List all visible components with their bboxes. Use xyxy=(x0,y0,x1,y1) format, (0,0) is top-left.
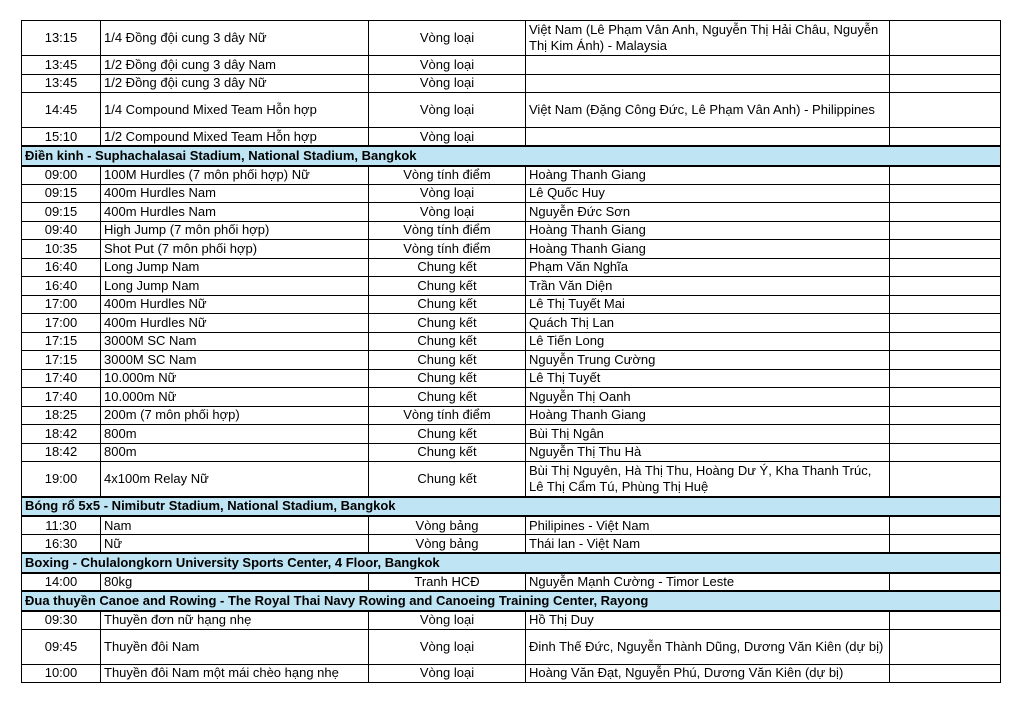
event-cell: 3000M SC Nam xyxy=(101,332,369,351)
schedule-row xyxy=(22,203,1001,222)
round-cell: Vòng loại xyxy=(369,184,526,203)
notes-cell xyxy=(890,516,1001,535)
schedule-row xyxy=(22,128,1001,147)
round-cell: Vòng loại xyxy=(369,611,526,630)
round-cell: Chung kết xyxy=(369,443,526,462)
notes-cell xyxy=(890,462,1001,497)
notes-cell xyxy=(890,664,1001,683)
athletes-cell: Nguyễn Thị Oanh xyxy=(526,388,890,407)
notes-cell xyxy=(890,535,1001,554)
time-cell: 09:30 xyxy=(22,611,101,630)
round-cell: Chung kết xyxy=(369,425,526,444)
athletes-cell: Trần Văn Diện xyxy=(526,277,890,296)
event-cell: 10.000m Nữ xyxy=(101,388,369,407)
schedule-row xyxy=(22,21,1001,56)
schedule-row xyxy=(22,388,1001,407)
schedule-row xyxy=(22,184,1001,203)
notes-cell xyxy=(890,629,1001,664)
event-cell: Long Jump Nam xyxy=(101,277,369,296)
time-cell: 10:35 xyxy=(22,240,101,259)
notes-cell xyxy=(890,425,1001,444)
event-cell: 400m Hurdles Nam xyxy=(101,203,369,222)
round-cell: Vòng loại xyxy=(369,664,526,683)
schedule-row xyxy=(22,425,1001,444)
schedule-row xyxy=(22,629,1001,664)
section-title: Điền kinh - Suphachalasai Stadium, National Stadium, Bangkok xyxy=(22,146,1001,166)
event-cell: 1/4 Compound Mixed Team Hỗn hợp xyxy=(101,93,369,128)
section-header-row xyxy=(22,146,1001,166)
time-cell: 17:40 xyxy=(22,388,101,407)
athletes-cell xyxy=(526,56,890,75)
athletes-cell: Nguyễn Thị Thu Hà xyxy=(526,443,890,462)
time-cell: 17:00 xyxy=(22,295,101,314)
athletes-cell: Philipines - Việt Nam xyxy=(526,516,890,535)
time-cell: 09:40 xyxy=(22,221,101,240)
notes-cell xyxy=(890,240,1001,259)
notes-cell xyxy=(890,351,1001,370)
notes-cell xyxy=(890,295,1001,314)
notes-cell xyxy=(890,21,1001,56)
round-cell: Chung kết xyxy=(369,295,526,314)
round-cell: Chung kết xyxy=(369,277,526,296)
time-cell: 09:15 xyxy=(22,184,101,203)
athletes-cell: Đinh Thế Đức, Nguyễn Thành Dũng, Dương Văn Kiên (dự bị) xyxy=(526,629,890,664)
event-cell: 1/2 Compound Mixed Team Hỗn hợp xyxy=(101,128,369,147)
time-cell: 17:40 xyxy=(22,369,101,388)
round-cell: Vòng bảng xyxy=(369,516,526,535)
time-cell: 10:00 xyxy=(22,664,101,683)
round-cell: Vòng loại xyxy=(369,74,526,93)
event-cell: Shot Put (7 môn phối hợp) xyxy=(101,240,369,259)
round-cell: Chung kết xyxy=(369,351,526,370)
athletes-cell: Nguyễn Trung Cường xyxy=(526,351,890,370)
time-cell: 13:45 xyxy=(22,56,101,75)
event-cell: 4x100m Relay Nữ xyxy=(101,462,369,497)
time-cell: 11:30 xyxy=(22,516,101,535)
notes-cell xyxy=(890,332,1001,351)
section-title: Đua thuyền Canoe and Rowing - The Royal Thai Navy Rowing and Canoeing Training Center, Rayong xyxy=(22,591,1001,611)
time-cell: 09:45 xyxy=(22,629,101,664)
athletes-cell: Hoàng Văn Đạt, Nguyễn Phú, Dương Văn Kiên (dự bị) xyxy=(526,664,890,683)
notes-cell xyxy=(890,611,1001,630)
round-cell: Chung kết xyxy=(369,388,526,407)
round-cell: Vòng loại xyxy=(369,21,526,56)
schedule-row xyxy=(22,56,1001,75)
notes-cell xyxy=(890,277,1001,296)
event-cell: Long Jump Nam xyxy=(101,258,369,277)
time-cell: 15:10 xyxy=(22,128,101,147)
round-cell: Vòng tính điểm xyxy=(369,221,526,240)
schedule-row xyxy=(22,240,1001,259)
event-cell: 800m xyxy=(101,443,369,462)
round-cell: Tranh HCĐ xyxy=(369,573,526,592)
event-cell: 80kg xyxy=(101,573,369,592)
round-cell: Vòng tính điểm xyxy=(369,240,526,259)
event-cell: 3000M SC Nam xyxy=(101,351,369,370)
event-cell: Nữ xyxy=(101,535,369,554)
schedule-row xyxy=(22,611,1001,630)
schedule-table xyxy=(21,20,1001,683)
section-header-row xyxy=(22,497,1001,517)
schedule-row xyxy=(22,462,1001,497)
time-cell: 17:15 xyxy=(22,332,101,351)
notes-cell xyxy=(890,128,1001,147)
schedule-row xyxy=(22,664,1001,683)
notes-cell xyxy=(890,369,1001,388)
notes-cell xyxy=(890,93,1001,128)
schedule-row xyxy=(22,332,1001,351)
event-cell: High Jump (7 môn phối hợp) xyxy=(101,221,369,240)
athletes-cell: Hoàng Thanh Giang xyxy=(526,166,890,185)
athletes-cell xyxy=(526,74,890,93)
round-cell: Vòng loại xyxy=(369,93,526,128)
event-cell: Thuyền đôi Nam một mái chèo hạng nhẹ xyxy=(101,664,369,683)
schedule-row xyxy=(22,93,1001,128)
event-cell: 1/4 Đồng đội cung 3 dây Nữ xyxy=(101,21,369,56)
time-cell: 16:40 xyxy=(22,258,101,277)
athletes-cell: Lê Tiến Long xyxy=(526,332,890,351)
section-header-row xyxy=(22,591,1001,611)
athletes-cell: Quách Thị Lan xyxy=(526,314,890,333)
event-cell: 100M Hurdles (7 môn phối hợp) Nữ xyxy=(101,166,369,185)
time-cell: 16:30 xyxy=(22,535,101,554)
schedule-row xyxy=(22,535,1001,554)
event-cell: 200m (7 môn phối hợp) xyxy=(101,406,369,425)
notes-cell xyxy=(890,74,1001,93)
schedule-row xyxy=(22,406,1001,425)
event-cell: 800m xyxy=(101,425,369,444)
notes-cell xyxy=(890,56,1001,75)
round-cell: Vòng loại xyxy=(369,128,526,147)
schedule-body xyxy=(22,21,1001,683)
notes-cell xyxy=(890,388,1001,407)
time-cell: 14:45 xyxy=(22,93,101,128)
notes-cell xyxy=(890,314,1001,333)
round-cell: Chung kết xyxy=(369,332,526,351)
round-cell: Vòng tính điểm xyxy=(369,406,526,425)
schedule-row xyxy=(22,516,1001,535)
athletes-cell: Nguyễn Đức Sơn xyxy=(526,203,890,222)
notes-cell xyxy=(890,221,1001,240)
athletes-cell: Bùi Thị Ngân xyxy=(526,425,890,444)
schedule-row xyxy=(22,573,1001,592)
time-cell: 14:00 xyxy=(22,573,101,592)
schedule-row xyxy=(22,351,1001,370)
round-cell: Chung kết xyxy=(369,258,526,277)
schedule-row xyxy=(22,295,1001,314)
athletes-cell: Lê Thị Tuyết Mai xyxy=(526,295,890,314)
event-cell: 10.000m Nữ xyxy=(101,369,369,388)
athletes-cell: Lê Quốc Huy xyxy=(526,184,890,203)
event-cell: 1/2 Đồng đội cung 3 dây Nam xyxy=(101,56,369,75)
round-cell: Chung kết xyxy=(369,314,526,333)
notes-cell xyxy=(890,573,1001,592)
section-title: Bóng rổ 5x5 - Nimibutr Stadium, National Stadium, Bangkok xyxy=(22,497,1001,517)
schedule-row xyxy=(22,277,1001,296)
time-cell: 19:00 xyxy=(22,462,101,497)
round-cell: Vòng tính điểm xyxy=(369,166,526,185)
schedule-row xyxy=(22,74,1001,93)
athletes-cell: Hoàng Thanh Giang xyxy=(526,240,890,259)
schedule-row xyxy=(22,443,1001,462)
notes-cell xyxy=(890,258,1001,277)
time-cell: 17:00 xyxy=(22,314,101,333)
schedule-row xyxy=(22,221,1001,240)
notes-cell xyxy=(890,166,1001,185)
time-cell: 09:00 xyxy=(22,166,101,185)
time-cell: 09:15 xyxy=(22,203,101,222)
time-cell: 17:15 xyxy=(22,351,101,370)
time-cell: 18:42 xyxy=(22,443,101,462)
event-cell: 400m Hurdles Nữ xyxy=(101,295,369,314)
athletes-cell: Việt Nam (Đặng Công Đức, Lê Phạm Vân Anh) - Philippines xyxy=(526,93,890,128)
round-cell: Vòng bảng xyxy=(369,535,526,554)
athletes-cell: Việt Nam (Lê Phạm Vân Anh, Nguyễn Thị Hải Châu, Nguyễn Thị Kim Ánh) - Malaysia xyxy=(526,21,890,56)
section-title: Boxing - Chulalongkorn University Sports Center, 4 Floor, Bangkok xyxy=(22,553,1001,573)
athletes-cell xyxy=(526,128,890,147)
athletes-cell: Hồ Thị Duy xyxy=(526,611,890,630)
event-cell: Nam xyxy=(101,516,369,535)
athletes-cell: Bùi Thị Nguyên, Hà Thị Thu, Hoàng Dư Ý, Kha Thanh Trúc, Lê Thị Cẩm Tú, Phùng Thị Huệ xyxy=(526,462,890,497)
athletes-cell: Hoàng Thanh Giang xyxy=(526,406,890,425)
athletes-cell: Hoàng Thanh Giang xyxy=(526,221,890,240)
notes-cell xyxy=(890,443,1001,462)
round-cell: Vòng loại xyxy=(369,56,526,75)
schedule-row xyxy=(22,258,1001,277)
event-cell: 1/2 Đồng đội cung 3 dây Nữ xyxy=(101,74,369,93)
athletes-cell: Thái lan - Việt Nam xyxy=(526,535,890,554)
schedule-row xyxy=(22,314,1001,333)
round-cell: Vòng loại xyxy=(369,203,526,222)
event-cell: Thuyền đơn nữ hạng nhẹ xyxy=(101,611,369,630)
round-cell: Vòng loại xyxy=(369,629,526,664)
round-cell: Chung kết xyxy=(369,369,526,388)
time-cell: 18:42 xyxy=(22,425,101,444)
section-header-row xyxy=(22,553,1001,573)
time-cell: 16:40 xyxy=(22,277,101,296)
notes-cell xyxy=(890,406,1001,425)
schedule-row xyxy=(22,369,1001,388)
athletes-cell: Lê Thị Tuyết xyxy=(526,369,890,388)
event-cell: 400m Hurdles Nam xyxy=(101,184,369,203)
time-cell: 18:25 xyxy=(22,406,101,425)
schedule-row xyxy=(22,166,1001,185)
athletes-cell: Phạm Văn Nghĩa xyxy=(526,258,890,277)
event-cell: 400m Hurdles Nữ xyxy=(101,314,369,333)
notes-cell xyxy=(890,203,1001,222)
time-cell: 13:15 xyxy=(22,21,101,56)
notes-cell xyxy=(890,184,1001,203)
athletes-cell: Nguyễn Mạnh Cường - Timor Leste xyxy=(526,573,890,592)
event-cell: Thuyền đôi Nam xyxy=(101,629,369,664)
time-cell: 13:45 xyxy=(22,74,101,93)
round-cell: Chung kết xyxy=(369,462,526,497)
